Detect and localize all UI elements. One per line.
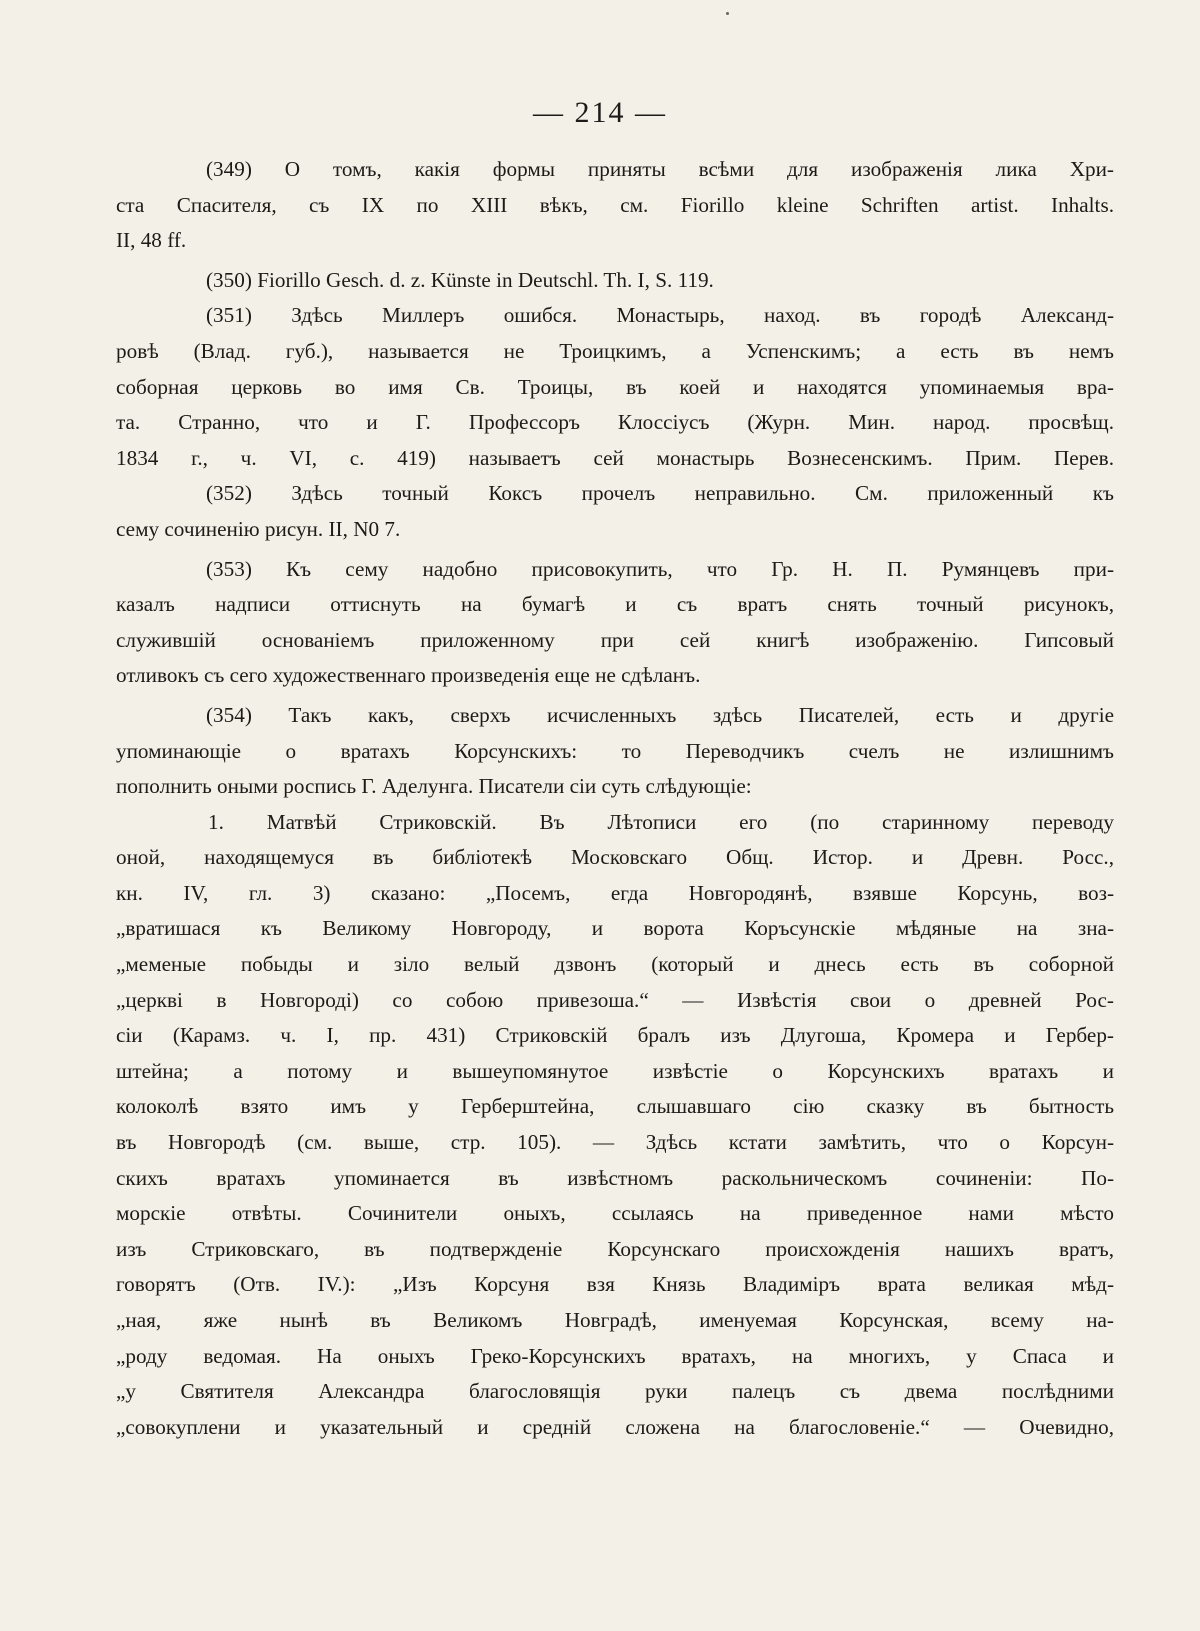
text-line: (354) Такъ какъ, сверхъ исчисленныхъ здѣсь Писателей, есть и другіе [206,702,1114,727]
text-line: (352) Здѣсь точный Коксъ прочелъ неправильно. См. приложенный къ [206,481,1114,506]
text-line: казалъ надписи оттиснуть на бумагѣ и съ вратъ снять точный рисунокъ, [116,592,1114,617]
text-line: сему сочиненію рисун. II, N0 7. [116,516,401,541]
text-line: колоколѣ взято имъ у Герберштейна, слышавшаго сію сказку въ бытность [116,1094,1114,1119]
text-line: штейна; а потому и вышеупомянутое извѣстіе о Корсунскихъ вратахъ и [116,1058,1114,1083]
text-line: „совокуплени и указательный и средній сложена на благословеніе.“ — Очевидно, [116,1414,1114,1439]
text-line: 1. Матвѣй Стриковскій. Въ Лѣтописи его (по старинному переводу [208,809,1114,834]
text-line: въ Новгородѣ (см. выше, стр. 105). — Здѣсь кстати замѣтить, что о Корсун- [116,1130,1114,1155]
text-line: служившій основаніемъ приложенному при сей книгѣ изображенію. Гипсовый [116,627,1114,652]
text-line: „ная, яже нынѣ въ Великомъ Новградѣ, именуемая Корсунская, всему на- [116,1308,1114,1332]
text-line: сіи (Карамз. ч. I, пр. 431) Стриковскій бралъ изъ Длугоша, Кромера и Гербер- [116,1023,1114,1048]
text-line: соборная церковь во имя Св. Троицы, въ коей и находятся упоминаемыя вра- [116,374,1114,399]
text-line: ста Спасителя, съ IX по XIII вѣкъ, см. Fiorillo kleine Schriften artist. Inhalts. [116,192,1114,217]
text-line: „меменые побыды и зіло велый дзвонъ (который и днесь есть въ соборной [116,952,1114,977]
text-line: 1834 г., ч. VI, с. 419) называетъ сей монастырь Вознесенскимъ. Прим. Перев. [116,445,1114,470]
text-line: отливокъ съ сего художественнаго произведенія еще не сдѣланъ. [116,663,701,688]
text-line: та. Странно, что и Г. Профессоръ Клоссіусъ (Журн. Мин. народ. просвѣщ. [116,410,1114,435]
text-line: „у Святителя Александра благословящія руки палецъ съ двема послѣдними [116,1379,1114,1404]
text-line: (351) Здѣсь Миллеръ ошибся. Монастырь, наход. въ городѣ Александ- [206,303,1114,328]
text-line: упоминающіе о вратахъ Корсунскихъ: то Переводчикъ счелъ не излишнимъ [116,738,1114,763]
text-line: (349) О томъ, какія формы приняты всѣми для изображенія лика Хри- [206,157,1114,181]
text-line: пополнить оными роспись Г. Аделунга. Писатели сіи суть слѣдующіе: [116,774,752,799]
page-number: — 214 — [533,96,667,129]
text-line: морскіе отвѣты. Сочинители оныхъ, ссылаясь на приведенное нами мѣсто [116,1201,1114,1226]
text-line: изъ Стриковскаго, въ подтвержденіе Корсунскаго происхожденія нашихъ вратъ, [116,1236,1114,1261]
text-line: (353) Къ сему надобно присовокупить, что Гр. Н. П. Румянцевъ при- [206,556,1114,581]
text-line: оной, находящемуся въ библіотекѣ Московскаго Общ. Истор. и Древн. Росс., [116,845,1114,870]
text-line: „вратишася къ Великому Новгороду, и ворота Коръсунскіе мѣдяные на зна- [116,916,1114,941]
text-line: кн. IV, гл. 3) сказано: „Посемъ, егда Новгородянѣ, взявше Корсунь, воз- [116,880,1114,905]
text-line: скихъ вратахъ упоминается въ извѣстномъ раскольническомъ сочиненіи: По- [116,1165,1114,1190]
text-line: говорятъ (Отв. IV.): „Изъ Корсуня взя Князь Владиміръ врата великая мѣд- [116,1272,1114,1297]
footnotes-text [116,152,1114,1445]
ink-speck [726,12,729,15]
text-line: II, 48 ff. [116,228,187,253]
text-line: ровѣ (Влад. губ.), называется не Троицкимъ, а Успенскимъ; а есть въ немъ [116,338,1114,363]
text-line: „роду ведомая. На оныхъ Греко-Корсунскихъ вратахъ, на многихъ, у Спаса и [116,1343,1114,1368]
text-line: (350) Fiorillo Gesch. d. z. Künste in Deutschl. Th. I, S. 119. [206,267,714,292]
text-line: „церкві в Новгороді) со собою привезоша.“ — Извѣстія свои о древней Рос- [116,987,1114,1012]
